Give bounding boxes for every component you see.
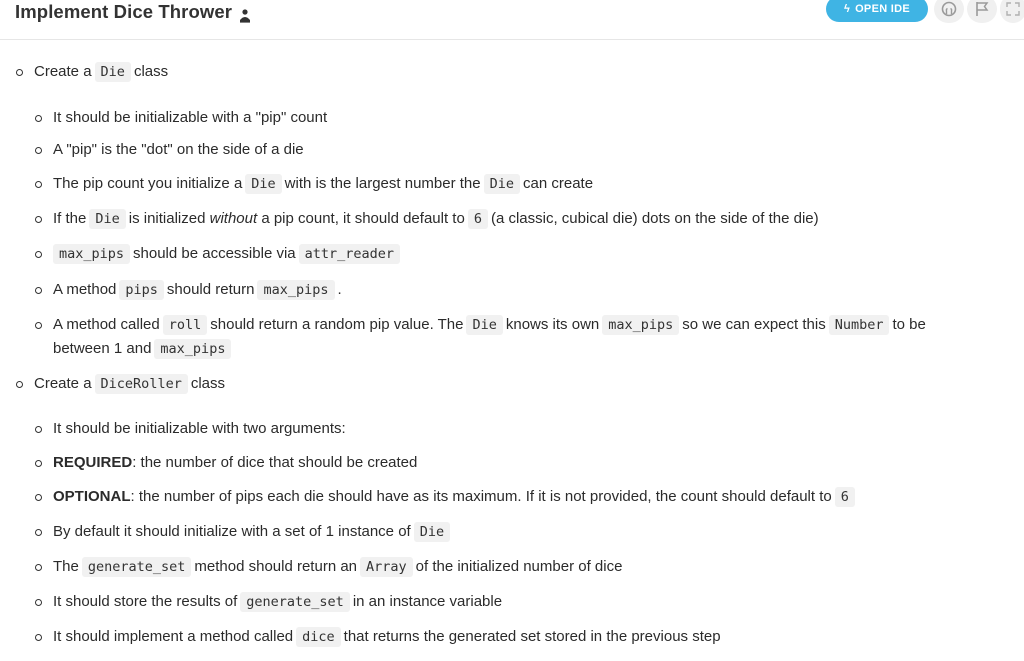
list-item: It should implement a method called dice that returns the generated set stored in the previous step (53, 625, 721, 649)
bullet-icon (35, 216, 42, 223)
bullet-icon (35, 529, 42, 536)
bullet-icon (35, 322, 42, 329)
bullet-icon (35, 251, 42, 258)
list-item: A method called roll should return a random pip value. The Die knows its own max_pips so we can expect this Number to be (53, 313, 926, 337)
github-icon (941, 1, 957, 17)
expand-button[interactable] (1000, 0, 1024, 23)
bullet-icon (16, 381, 23, 388)
github-button[interactable] (934, 0, 964, 23)
flag-button[interactable] (967, 0, 997, 23)
code-diceroller-class: DiceRoller (95, 374, 188, 394)
bullet-icon (35, 599, 42, 606)
lightning-icon: ϟ (843, 3, 851, 15)
open-ide-button[interactable] (826, 0, 928, 22)
bullet-icon (35, 564, 42, 571)
list-item: If the Die is initialized without a pip count, it should default to 6 (a classic, cubical die) dots on the side of the die) (53, 207, 819, 231)
list-item: A "pip" is the "dot" on the side of a die (53, 138, 304, 162)
list-item: OPTIONAL: the number of pips each die should have as its maximum. If it is not provided, the count should default to 6 (53, 485, 858, 509)
bullet-icon (35, 460, 42, 467)
list-item: The generate_set method should return an Array of the initialized number of dice (53, 555, 622, 579)
expand-icon (1006, 2, 1020, 16)
list-item: By default it should initialize with a set of 1 instance of Die (53, 520, 453, 544)
page-title-text: Implement Dice Thrower (15, 1, 233, 22)
page-title (15, 1, 251, 23)
list-item: A method pips should return max_pips . (53, 278, 342, 302)
list-item: max_pips should be accessible via attr_reader (53, 242, 403, 266)
bullet-icon (35, 634, 42, 641)
list-item: It should be initializable with a "pip" count (53, 106, 327, 130)
flag-icon (975, 1, 989, 17)
list-item: REQUIRED: the number of dice that should be created (53, 451, 417, 475)
section-diceroller: Create a DiceRoller class (34, 372, 225, 396)
list-item-continuation: between 1 and max_pips (53, 337, 234, 361)
bullet-icon (35, 181, 42, 188)
open-ide-label: OPEN IDE (855, 3, 911, 15)
bullet-icon (35, 147, 42, 154)
list-item: It should store the results of generate_set in an instance variable (53, 590, 502, 614)
code-die-class: Die (95, 62, 131, 82)
lesson-header (0, 0, 1024, 40)
bullet-icon (16, 69, 23, 76)
list-item: The pip count you initialize a Die with is the largest number the Die can create (53, 172, 593, 196)
person-icon (239, 6, 251, 20)
bullet-icon (35, 287, 42, 294)
bullet-icon (35, 494, 42, 501)
section-die: Create a Die class (34, 60, 168, 84)
bullet-icon (35, 426, 42, 433)
bullet-icon (35, 115, 42, 122)
list-item: It should be initializable with two arguments: (53, 417, 346, 441)
